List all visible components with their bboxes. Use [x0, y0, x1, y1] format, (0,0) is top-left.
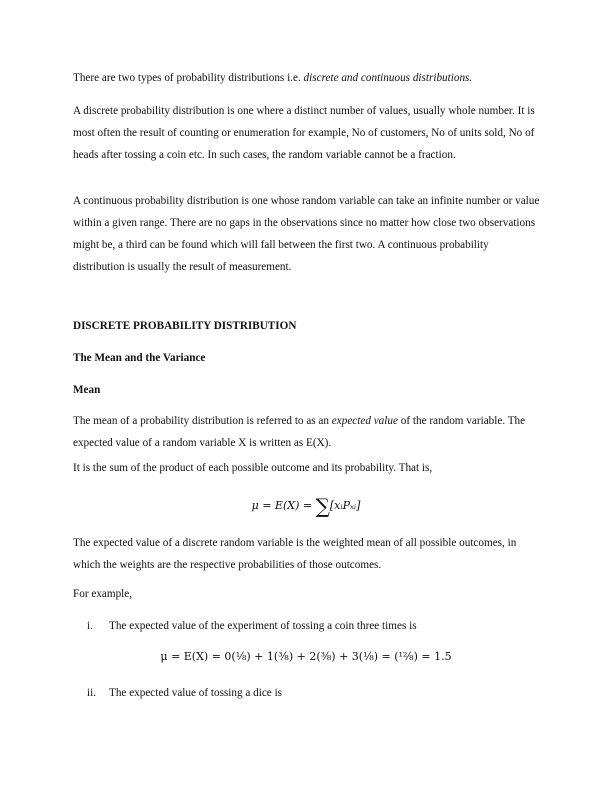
for-example-text: For example, — [73, 588, 133, 600]
continuous-paragraph: A continuous probability distribution is one whose random variable can take an infinite number or value within a given range. There are no gaps in the observations since no matter how close two observations might be, a third can be found which will fall between the first two. A continuous probability distribution is usually the result of measurement. — [73, 195, 540, 273]
coin-toss-equation: μ = E(X) = 0(¹⁄₈) + 1(³⁄₈) + 2(³⁄₈) + 3(¹⁄₈) = (¹²⁄₈) = 1.5 — [160, 650, 452, 663]
list-number: ii. — [87, 687, 97, 699]
intro-emphasis: discrete and continuous distributions. — [303, 72, 473, 84]
section-heading: DISCRETE PROBABILITY DISTRIBUTION — [73, 320, 297, 332]
expected-value-equation — [0, 494, 612, 518]
weighted-mean-paragraph: The expected value of a discrete random variable is the weighted mean of all possible outcomes, in which the weights are the respective probabilities of those outcomes. — [73, 537, 517, 571]
list-number: i. — [87, 620, 93, 632]
sum-paragraph: It is the sum of the product of each possible outcome and its probability. That is, — [73, 462, 433, 474]
list-item — [87, 615, 417, 637]
list-text: The expected value of the experiment of tossing a coin three times is — [109, 620, 417, 632]
intro-paragraph — [73, 67, 543, 89]
mean-emphasis: expected value — [331, 415, 398, 427]
mean-text-before: The mean of a probability distribution is referred to as an — [73, 415, 332, 427]
equation-lhs: μ = E(X) = — [251, 499, 316, 512]
subsection-heading: The Mean and the Variance — [73, 352, 206, 364]
mean-paragraph — [73, 410, 543, 454]
summation-symbol: ∑ — [315, 494, 330, 518]
equation-rhs: [xᵢPₓᵢ] — [329, 499, 361, 512]
discrete-paragraph: A discrete probability distribution is one where a distinct number of values, usually whole number. It is most often the result of counting or enumeration for example, No of customers, No of units sold, No of heads after tossing a coin etc. In such cases, the random variable cannot be a fraction. — [73, 105, 535, 161]
list-text: The expected value of tossing a dice is — [109, 687, 283, 699]
mean-text-after: of the random variable. The expected value of a random variable X is written as E(X). — [73, 415, 526, 449]
list-item — [87, 682, 282, 704]
intro-text: There are two types of probability distributions i.e. — [73, 72, 304, 84]
mean-heading: Mean — [73, 384, 101, 396]
